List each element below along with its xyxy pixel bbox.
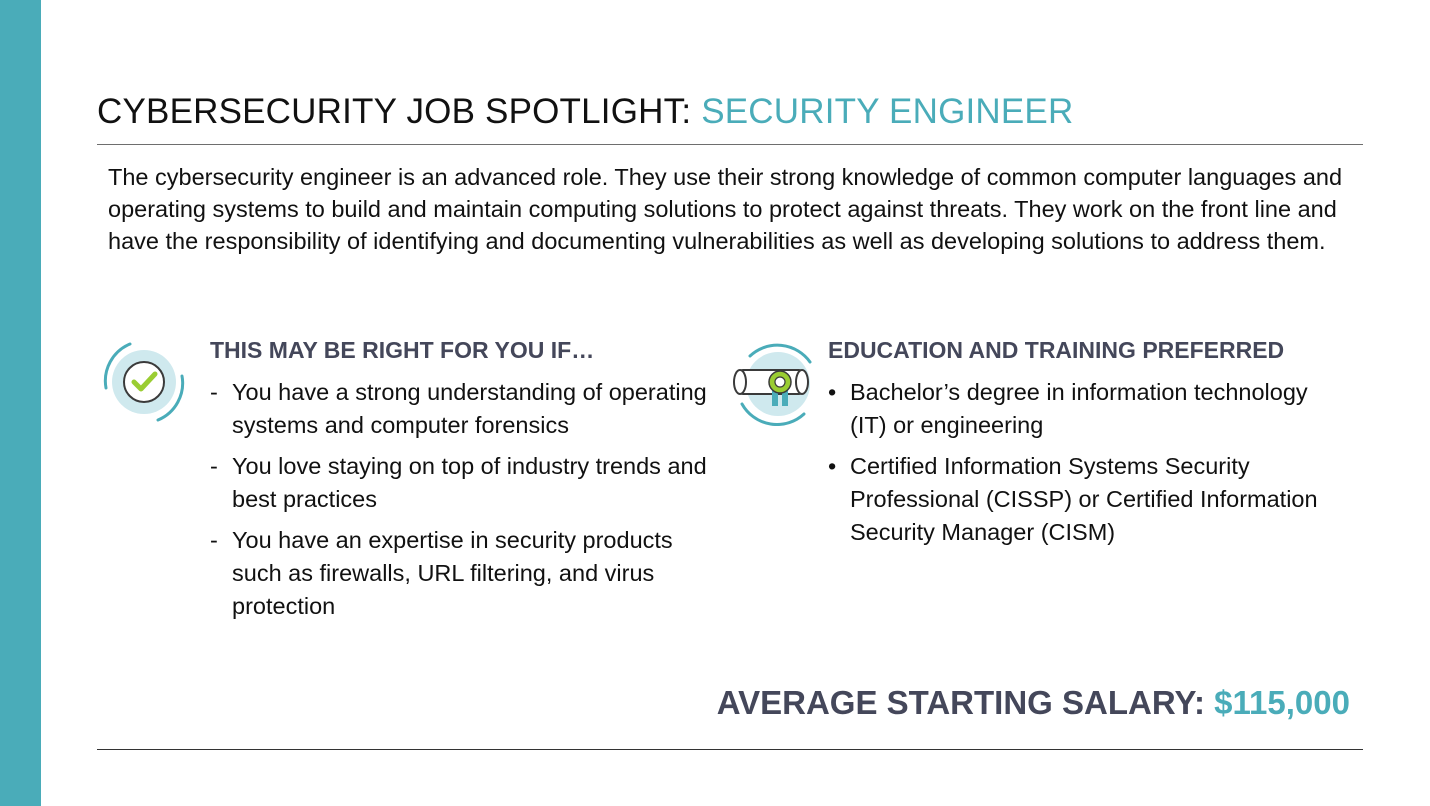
salary-line: [717, 684, 1350, 722]
list-item-text: Bachelor’s degree in information technology (IT) or engineering: [850, 379, 1308, 438]
list-item-text: You love staying on top of industry trends and best practices: [232, 453, 707, 512]
title-prefix: CYBERSECURITY JOB SPOTLIGHT:: [97, 92, 692, 131]
salary-amount: $115,000: [1214, 684, 1350, 721]
left-heading: THIS MAY BE RIGHT FOR YOU IF…: [210, 337, 595, 363]
list-item-text: You have a strong understanding of operating systems and computer forensics: [232, 379, 707, 438]
list-item: [828, 450, 1348, 549]
list-marker: -: [210, 527, 218, 553]
list-marker: •: [828, 379, 837, 405]
page-title: [97, 92, 1073, 132]
list-marker: -: [210, 453, 218, 479]
list-item-text: Certified Information Systems Security Professional (CISSP) or Certified Information Security Manager (CISM): [850, 453, 1318, 545]
list-item: [828, 376, 1348, 442]
diploma-icon: [730, 338, 822, 426]
salary-label: AVERAGE STARTING SALARY:: [716, 684, 1205, 721]
list-item: [210, 376, 710, 442]
accent-bar: [0, 0, 41, 806]
title-divider: [97, 144, 1363, 145]
right-list: [828, 376, 1348, 557]
list-item: [210, 524, 710, 623]
left-list: [210, 376, 710, 631]
checkmark-icon: [100, 338, 188, 426]
title-highlight: SECURITY ENGINEER: [701, 92, 1074, 131]
list-marker: •: [828, 453, 837, 479]
list-item: [210, 450, 710, 516]
right-heading: EDUCATION AND TRAINING PREFERRED: [828, 337, 1285, 363]
list-marker: -: [210, 379, 218, 405]
list-item-text: You have an expertise in security products such as firewalls, URL filtering, and virus protection: [232, 527, 673, 619]
bottom-divider: [97, 749, 1363, 750]
intro-paragraph: The cybersecurity engineer is an advanced role. They use their strong knowledge of common computer languages and operating systems to build and maintain computing solutions to protect against threats. They work on the front line and have the responsibility of identifying and documenting vulnerabilities as well as developing solutions to address them.: [108, 164, 1343, 254]
